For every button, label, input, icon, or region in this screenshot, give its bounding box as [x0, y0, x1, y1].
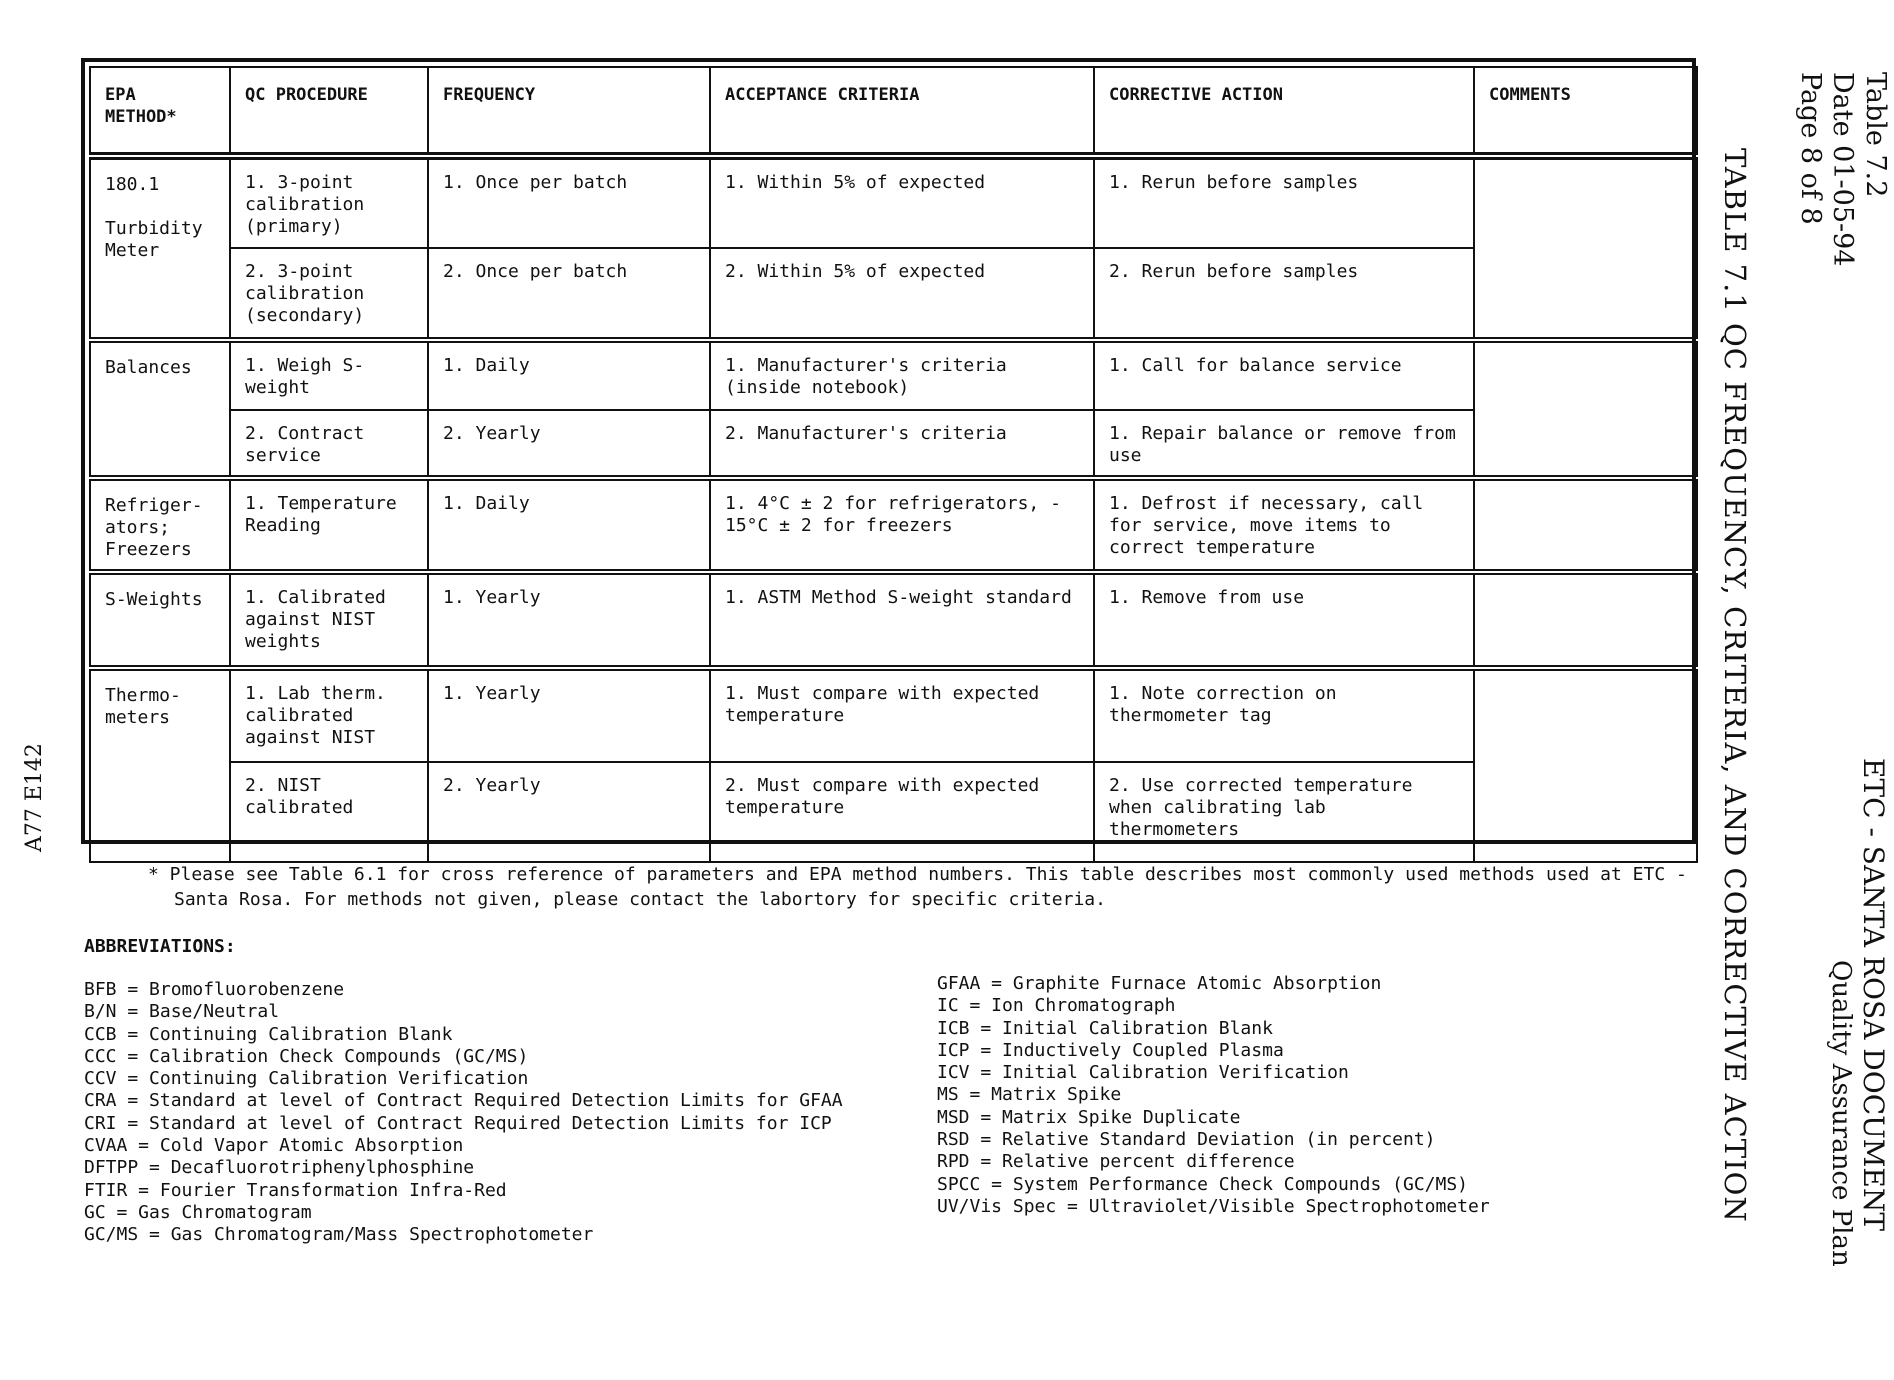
abbreviation-item: ICV = Initial Calibration Verification — [937, 1062, 1349, 1084]
column-header-comments: COMMENTS — [1474, 67, 1697, 156]
frequency-cell: 1. Yearly — [428, 572, 710, 668]
column-header-qc-procedure: QC PROCEDURE — [230, 67, 428, 156]
frequency-cell: 1. Daily — [428, 340, 710, 410]
criteria-cell: 1. 4°C ± 2 for refrigerators, - 15°C ± 2 for freezers — [710, 478, 1094, 572]
criteria-cell: 1. Manufacturer's criteria (inside notebook) — [710, 340, 1094, 410]
footnote — [148, 862, 1687, 912]
frequency-cell: 1. Once per batch — [428, 156, 710, 248]
abbreviation-item: DFTPP = Decafluorotriphenylphosphine — [84, 1157, 475, 1179]
action-cell: 1. Note correction on thermometer tag — [1094, 668, 1474, 762]
table-row — [90, 156, 1697, 248]
footnote-line-2: Santa Rosa. For methods not given, please contact the labortory for specific criteria. — [174, 889, 1106, 910]
document-subtitle: Quality Assurance Plan — [1826, 960, 1856, 1267]
table-title: TABLE 7.1 QC FREQUENCY, CRITERIA, AND CORRECTIVE ACTION — [1718, 148, 1752, 1223]
table-row — [90, 478, 1697, 572]
abbreviation-item: CRA = Standard at level of Contract Required Detection Limits for GFAA — [84, 1090, 843, 1112]
header-row — [90, 67, 1697, 156]
abbreviation-item: RPD = Relative percent difference — [937, 1151, 1295, 1173]
abbreviation-item: FTIR = Fourier Transformation Infra-Red — [84, 1179, 507, 1201]
table-row — [90, 572, 1697, 668]
column-header-epa-method: EPA METHOD* — [90, 67, 230, 156]
method-cell: Balances — [90, 340, 230, 478]
abbreviation-item: CRI = Standard at level of Contract Required Detection Limits for ICP — [84, 1112, 832, 1134]
action-cell: 1. Rerun before samples — [1094, 156, 1474, 248]
method-cell: S-Weights — [90, 572, 230, 668]
criteria-cell: 1. ASTM Method S-weight standard — [710, 572, 1094, 668]
abbreviation-item: RSD = Relative Standard Deviation (in percent) — [937, 1129, 1436, 1151]
frequency-cell: 2. Once per batch — [428, 248, 710, 340]
abbreviation-item: CVAA = Cold Vapor Atomic Absorption — [84, 1135, 464, 1157]
frequency-cell: 2. Yearly — [428, 410, 710, 478]
method-cell: Thermo- meters — [90, 668, 230, 862]
action-cell: 1. Repair balance or remove from use — [1094, 410, 1474, 478]
criteria-cell: 1. Within 5% of expected — [710, 156, 1094, 248]
criteria-cell: 2. Must compare with expected temperature — [710, 762, 1094, 862]
procedure-cell: 1. Lab therm. calibrated against NIST — [230, 668, 428, 762]
qc-table — [89, 66, 1698, 863]
abbreviation-item: IC = Ion Chromatograph — [937, 995, 1176, 1017]
column-header-acceptance-criteria: ACCEPTANCE CRITERIA — [710, 67, 1094, 156]
abbreviations-heading: ABBREVIATIONS: — [84, 936, 236, 957]
abbreviation-item: ICP = Inductively Coupled Plasma — [937, 1039, 1284, 1061]
table-body — [90, 156, 1697, 862]
abbreviation-item: UV/Vis Spec = Ultraviolet/Visible Spectrophotometer — [937, 1195, 1490, 1217]
document-code: A77 E142 — [22, 743, 47, 852]
comments-cell — [1474, 572, 1697, 668]
method-cell: Refriger- ators; Freezers — [90, 478, 230, 572]
action-cell: 1. Remove from use — [1094, 572, 1474, 668]
procedure-cell: 2. Contract service — [230, 410, 428, 478]
table-row — [90, 410, 1697, 478]
table-row — [90, 340, 1697, 410]
column-header-frequency: FREQUENCY — [428, 67, 710, 156]
abbreviation-item: B/N = Base/Neutral — [84, 1001, 280, 1023]
frequency-cell: 2. Yearly — [428, 762, 710, 862]
procedure-cell: 1. 3-point calibration (primary) — [230, 156, 428, 248]
criteria-cell: 2. Within 5% of expected — [710, 248, 1094, 340]
frequency-cell: 1. Yearly — [428, 668, 710, 762]
table-ref-label: Table 7.2 — [1860, 72, 1891, 198]
comments-cell — [1474, 478, 1697, 572]
qc-table-frame — [81, 58, 1696, 844]
abbreviation-item: GC/MS = Gas Chromatogram/Mass Spectrophotometer — [84, 1224, 594, 1246]
abbreviation-item: SPCC = System Performance Check Compounds (GC/MS) — [937, 1173, 1469, 1195]
page-label: Page 8 of 8 — [1795, 72, 1826, 225]
date-label: Date 01-05-94 — [1827, 72, 1858, 267]
abbreviation-item: BFB = Bromofluorobenzene — [84, 979, 345, 1000]
comments-cell — [1474, 340, 1697, 478]
action-cell: 2. Rerun before samples — [1094, 248, 1474, 340]
abbreviation-item: GFAA = Graphite Furnace Atomic Absorption — [937, 973, 1382, 994]
footnote-line-1: * Please see Table 6.1 for cross reference of parameters and EPA method numbers. This table describes most commonly used methods used at ETC - — [148, 864, 1687, 885]
table-header — [90, 67, 1697, 156]
procedure-cell: 1. Calibrated against NIST weights — [230, 572, 428, 668]
abbreviation-item: CCB = Continuing Calibration Blank — [84, 1023, 453, 1045]
abbreviation-item: ICB = Initial Calibration Blank — [937, 1017, 1273, 1039]
document-title: ETC - SANTA ROSA DOCUMENT — [1857, 758, 1890, 1232]
abbreviation-item: MSD = Matrix Spike Duplicate — [937, 1106, 1241, 1128]
abbreviation-item: GC = Gas Chromatogram — [84, 1201, 312, 1223]
action-cell: 1. Defrost if necessary, call for service, move items to correct temperature — [1094, 478, 1474, 572]
column-header-corrective-action: CORRECTIVE ACTION — [1094, 67, 1474, 156]
procedure-cell: 2. NIST calibrated — [230, 762, 428, 862]
procedure-cell: 2. 3-point calibration (secondary) — [230, 248, 428, 340]
abbreviation-item: CCC = Calibration Check Compounds (GC/MS) — [84, 1045, 529, 1067]
action-cell: 1. Call for balance service — [1094, 340, 1474, 410]
abbreviation-item: MS = Matrix Spike — [937, 1084, 1122, 1106]
abbreviations-left-list — [84, 979, 843, 1247]
comments-cell — [1474, 668, 1697, 862]
table-row — [90, 762, 1697, 862]
abbreviations-right-list — [937, 973, 1490, 1218]
criteria-cell: 1. Must compare with expected temperature — [710, 668, 1094, 762]
action-cell: 2. Use corrected temperature when calibrating lab thermometers — [1094, 762, 1474, 862]
method-cell: 180.1 Turbidity Meter — [90, 156, 230, 340]
comments-cell — [1474, 156, 1697, 340]
criteria-cell: 2. Manufacturer's criteria — [710, 410, 1094, 478]
abbreviation-item: CCV = Continuing Calibration Verification — [84, 1068, 529, 1090]
table-row — [90, 248, 1697, 340]
table-row — [90, 668, 1697, 762]
procedure-cell: 1. Weigh S- weight — [230, 340, 428, 410]
frequency-cell: 1. Daily — [428, 478, 710, 572]
procedure-cell: 1. Temperature Reading — [230, 478, 428, 572]
